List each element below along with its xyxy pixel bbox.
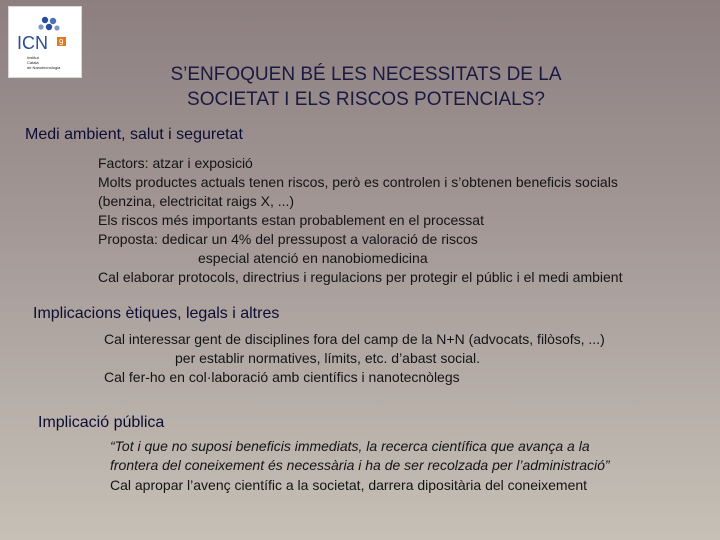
svg-text:9: 9: [59, 38, 64, 47]
section-1-line: Cal elaborar protocols, directrius i regulacions per protegir el públic i el medi ambient: [98, 269, 623, 285]
section-heading-environment: Medi ambient, salut i seguretat: [25, 126, 243, 143]
quote-line: “Tot i que no suposi beneficis immediats, la recerca científica que avança a la: [110, 438, 590, 454]
section-1-line: especial atenció en nanobiomedicina: [198, 250, 428, 266]
svg-text:ICN: ICN: [17, 33, 48, 53]
section-heading-public: Implicació pública: [38, 414, 165, 431]
section-1-line: Els riscos més importants estan probablement en el processat: [98, 212, 484, 228]
section-heading-ethics: Implicacions ètiques, legals i altres: [33, 305, 280, 322]
section-1-line: Factors: atzar i exposició: [98, 155, 253, 171]
section-3-line: Cal apropar l’avenç científic a la societat, darrera dipositària del coneixement: [110, 477, 588, 493]
section-1-line: Proposta: dedicar un 4% del pressupost a valoració de riscos: [98, 231, 478, 247]
section-2-line: Cal fer-ho en col·laboració amb científics i nanotecnòlegs: [104, 369, 460, 385]
section-1-line: Molts productes actuals tenen riscos, però es controlen i s’obtenen beneficis socials: [98, 174, 618, 190]
slide-title: [96, 62, 636, 112]
quote-line: frontera del coneixement és necessària i ha de ser recolzada per l’administració”: [110, 457, 610, 473]
title-line-2: SOCIETAT I ELS RISCOS POTENCIALS?: [187, 89, 545, 110]
logo-line-1: Institut: [27, 55, 39, 60]
logo-line-3: de Nanotecnologia: [27, 65, 61, 70]
icn-logo: [8, 6, 82, 78]
section-1-line: (benzina, electricitat raigs X, ...): [98, 193, 295, 209]
logo-line-2: Català: [27, 60, 39, 65]
title-line-1: S’ENFOQUEN BÉ LES NECESSITATS DE LA: [170, 64, 562, 85]
section-2-line: per establir normatives, límits, etc. d’abast social.: [175, 350, 481, 366]
section-2-line: Cal interessar gent de disciplines fora del camp de la N+N (advocats, filòsofs, ...): [104, 331, 605, 347]
